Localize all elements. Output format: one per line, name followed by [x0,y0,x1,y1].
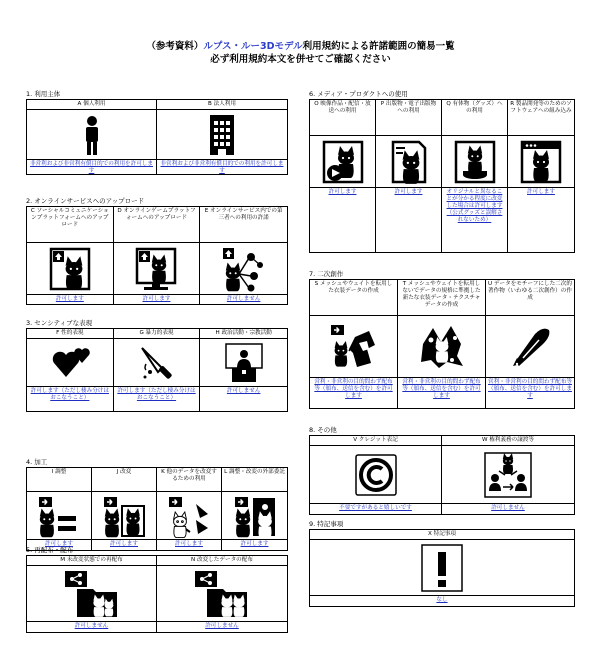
section-title: 4. 加工 [26,458,48,466]
item-heading: W 権利義務の譲渡等 [442,436,574,446]
permission-status: 不要ですがあると嬉しいです [339,505,412,511]
item-heading: H 政治活動・宗教活動 [200,329,287,339]
section-title: 7. 二次創作 [309,270,344,278]
permission-item [157,468,222,550]
page-header [0,40,601,66]
item-heading: E オンラインサービス内での第三者への利用の許諾 [200,207,287,243]
permission-item [27,207,114,304]
header-brand: ルプス・ルー3Dモデル [203,41,303,52]
item-heading: I 調整 [27,468,91,492]
warning-icon [310,540,574,596]
knife-icon [114,339,200,387]
permission-item [310,436,442,514]
permission-item [442,436,574,514]
permission-item [310,280,398,408]
permission-status: 営利・非営利の目的問わず配布等（頒布、送信を含む）を許可します [488,379,572,399]
permission-status: なし [436,597,448,603]
permission-item [114,207,201,304]
permission-table [26,328,288,412]
item-heading: O 映像作品・配信・放送への利用 [310,100,375,136]
permission-item [27,556,157,632]
permission-item [157,100,287,174]
permission-item [508,100,574,252]
section-title: 8. その他 [309,426,337,434]
permission-item [376,100,442,252]
permission-table [309,529,575,607]
header-paren: （参考資料） [146,41,204,52]
permission-status: 許可しません [491,505,525,511]
permission-item [222,468,287,550]
share-network-icon [200,243,287,295]
modify-icon [92,492,156,540]
permission-table [26,99,288,175]
item-heading: S メッシュやウェイトを転用した衣装データの作成 [310,280,397,316]
permission-status: 非営利および非営利有償目的での利用を許可します [29,161,154,174]
permission-item [486,280,574,408]
item-heading: J 改変 [92,468,156,492]
permission-item [27,468,92,550]
item-heading: V クレジット表記 [310,436,441,446]
permission-status: 許可します（ただし棲み分けはおこなうこと） [117,388,196,401]
permission-status: オリジナルと異なることが分かる程度に改変した場合は許可します（公式グッズと誤解されないため） [446,189,503,223]
outsource-icon [222,492,287,540]
item-heading: Q 有体物（グッズ）への利用 [442,100,507,136]
permission-item [310,530,574,606]
section-title: 3. センシティブな表現 [26,319,93,327]
permission-item [114,329,201,411]
item-heading: M 未改変状態での再配布 [27,556,156,566]
permission-status: 許可します [110,541,138,547]
permission-status: 許可しません [226,388,261,394]
section-9 [309,519,575,607]
permission-status: 許可します [45,541,73,547]
section-title: 2. オンラインサービスへのアップロード [26,197,145,205]
item-heading: P 出版物・電子出版物への利用 [376,100,441,136]
permission-item [27,329,114,411]
permission-status: 許可します [394,189,423,195]
reuse-icon [157,492,221,540]
section-5 [26,545,288,633]
software-icon [508,136,574,188]
permission-item [27,100,157,174]
item-heading: B 法人利用 [157,100,287,110]
permission-status: 許可します [175,541,203,547]
permission-status: 営利・非営利の目的問わず配布等（頒布、送信を含む）を許可します [314,379,393,399]
section-6 [309,89,575,253]
item-heading: C ソーシャルコミュニケーションプラットフォームへのアップロード [27,207,113,243]
upload-game-icon [114,243,200,295]
section-8 [309,425,575,515]
permission-status: 許可します（ただし棲み分けはおこなうこと） [30,388,109,401]
item-heading: U データをモチーフにした二次的著作物（いわゆる二次創作）の作成 [486,280,574,316]
permission-table [309,99,575,253]
section-title: 6. メディア・プロダクトへの使用 [309,90,408,98]
section-title: 1. 利用主体 [26,90,61,98]
permission-table [309,435,575,515]
header-line-1 [0,40,601,53]
header-line-2: 必ず利用規約本文を併せてご確認ください [210,54,391,65]
section-1 [26,89,288,175]
permission-item [200,329,287,411]
section-title: 5. 再配布・配布 [26,546,74,554]
podium-icon [200,339,287,387]
section-2 [26,196,288,305]
permission-item [157,556,287,632]
paint-icon [398,316,485,378]
share-folder-modified-icon [157,566,287,622]
permission-status: 許可します [527,189,555,195]
permission-status: 営利・非営利の目的問わず配布等（頒布、送信を含む）を許可します [402,379,481,399]
item-heading: A 個人利用 [27,100,156,110]
section-title: 9. 特記事項 [309,520,344,528]
permission-status: 許可しません [205,623,239,629]
transfer-icon [442,446,574,504]
permission-table [26,206,288,305]
upload-avatar-icon [27,243,113,295]
book-icon [376,136,441,188]
item-heading: T メッシュやウェイトを転用しないでデータの規格に準拠した新たな衣装データ・テクスチャデータの作成 [398,280,485,316]
item-heading: K 他のデータを改変するための利用 [157,468,221,492]
permission-status: 許可します [240,541,269,547]
person-icon [27,110,156,160]
permission-item [310,100,376,252]
permission-status: 許可しません [74,623,109,629]
item-heading: N 改変したデータの配布 [157,556,287,566]
permission-status: 許可します [142,296,171,302]
permission-status: 許可しません [226,296,261,302]
pen-icon [486,316,574,378]
permission-status: 許可します [55,296,84,302]
section-3 [26,318,288,412]
permission-table [309,279,575,409]
permission-item [92,468,157,550]
copyright-icon [310,446,441,504]
permission-status: 許可します [328,189,357,195]
item-heading: G 暴力的表現 [114,329,200,339]
adjust-icon [27,492,91,540]
section-4 [26,457,288,551]
permission-item [200,207,287,304]
header-rest: 利用規約による許諾範囲の簡易一覧 [302,41,455,52]
share-folder-icon [27,566,156,622]
item-heading: X 特記事項 [310,530,574,540]
item-heading: R 製品開発等のためのソフトウェアへの組み込み [508,100,574,136]
permission-status: 非営利および非営利有償目的での利用を許可します [160,161,284,174]
item-heading: D オンラインゲームプラットフォームへのアップロード [114,207,200,243]
hearts-icon [27,339,113,387]
figure-icon [442,136,507,188]
item-heading: F 性的表現 [27,329,113,339]
item-heading: L 調整・改変の外部委託 [222,468,287,492]
permission-item [442,100,508,252]
permission-item [398,280,486,408]
building-icon [157,110,287,160]
section-7 [309,269,575,409]
video-icon [310,136,375,188]
permission-table [26,555,288,633]
remix-icon [310,316,397,378]
permission-table [26,467,288,551]
